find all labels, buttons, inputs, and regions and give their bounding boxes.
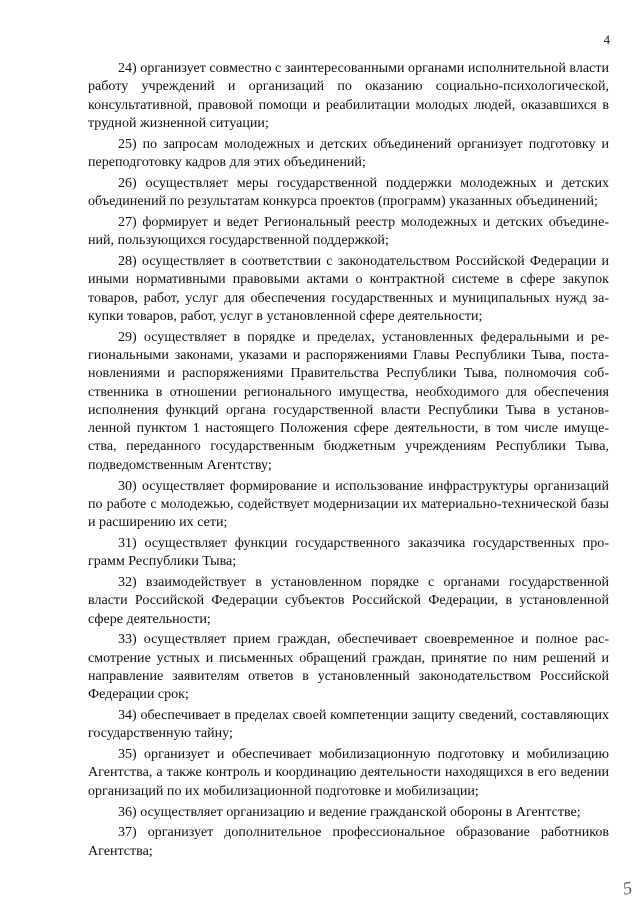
page-number: 4 (603, 33, 610, 47)
paragraph-item-34: 34) обеспечивает в пределах своей компетенции защиту сведений, составляющих государственную тайну; (88, 707, 609, 742)
paragraph-item-32: 32) взаимодействует в установленном порядке с органами государственной власти Российской Федерации субъектов Российской Федерации, в установленной сфере деятельности; (88, 574, 609, 627)
paragraph-item-30: 30) осуществляет формирование и использование инфраструктуры организаций по работе с молодежью, содействует модернизации их материально-технической базы и расширению их сети; (88, 477, 609, 531)
paragraph-item-24: 24) организует совместно с заинтересованными органами исполнительной власти работу учреждений и организаций по оказанию социально-психологической, консультативной, правовой помощи и реабилитации молодых людей, оказавшихся в трудной жизненной ситуации; (88, 60, 609, 131)
paragraph-item-25: 25) по запросам молодежных и детских объединений организует подготовку и переподготовку кадров для этих объединений; (88, 135, 609, 170)
paragraph-item-29: 29) осуществляет в порядке и пределах, установленных федеральными и региональными законами, указами и распоряжениями Главы Республики Тыва, постановлениями и распоряжениями Правительства Республики Тыва, полномочия собственника в отношении регионального имущества, необходимого для обеспечения исполнения функций органа государственной власти Республики Тыва в установленной пунктом 1 настоящего Положения сфере деятельности, в том числе имущества, переданного государственным бюджетным учреждениям Республики Тыва, подведомственным Агентству; (88, 328, 609, 473)
handwritten-corner-mark: 5 (620, 877, 634, 899)
paragraph-item-33: 33) осуществляет прием граждан, обеспечивает своевременное и полное рассмотрение устных и письменных обращений граждан, принятие по ним решений и направление заявителям ответов в установленный законодательством Российской Федерации срок; (88, 631, 609, 703)
paragraph-item-37: 37) организует дополнительное профессиональное образование работников Агентства; (88, 824, 609, 859)
paragraph-item-36: 36) осуществляет организацию и ведение гражданской обороны в Агентстве; (118, 803, 581, 820)
paragraph-item-31: 31) осуществляет функции государственного заказчика государственных программ Республики Тыва; (88, 534, 609, 570)
document-body (88, 59, 609, 862)
paragraph-item-35: 35) организует и обеспечивает мобилизационную подготовку и мобилизацию Агентства, а также контроль и координацию деятельности находящихся в его ведении организаций по их мобилизационной подготовке и мобилизации; (88, 746, 609, 799)
paragraph-item-27: 27) формирует и ведет Региональный реестр молодежных и детских объединений, пользующихся государственной поддержкой; (88, 213, 609, 249)
paragraph-item-28: 28) осуществляет в соответствии с законодательством Российской Федерации и иными нормативными правовыми актами о контрактной системе в сфере закупок товаров, работ, услуг для обеспечения государственных и муниципальных нужд закупки товаров, работ, услуг в установленной сфере деятельности; (88, 252, 609, 324)
paragraph-item-26: 26) осуществляет меры государственной поддержки молодежных и детских объединений по результатам конкурса проектов (программ) указанных объединений; (88, 174, 609, 210)
